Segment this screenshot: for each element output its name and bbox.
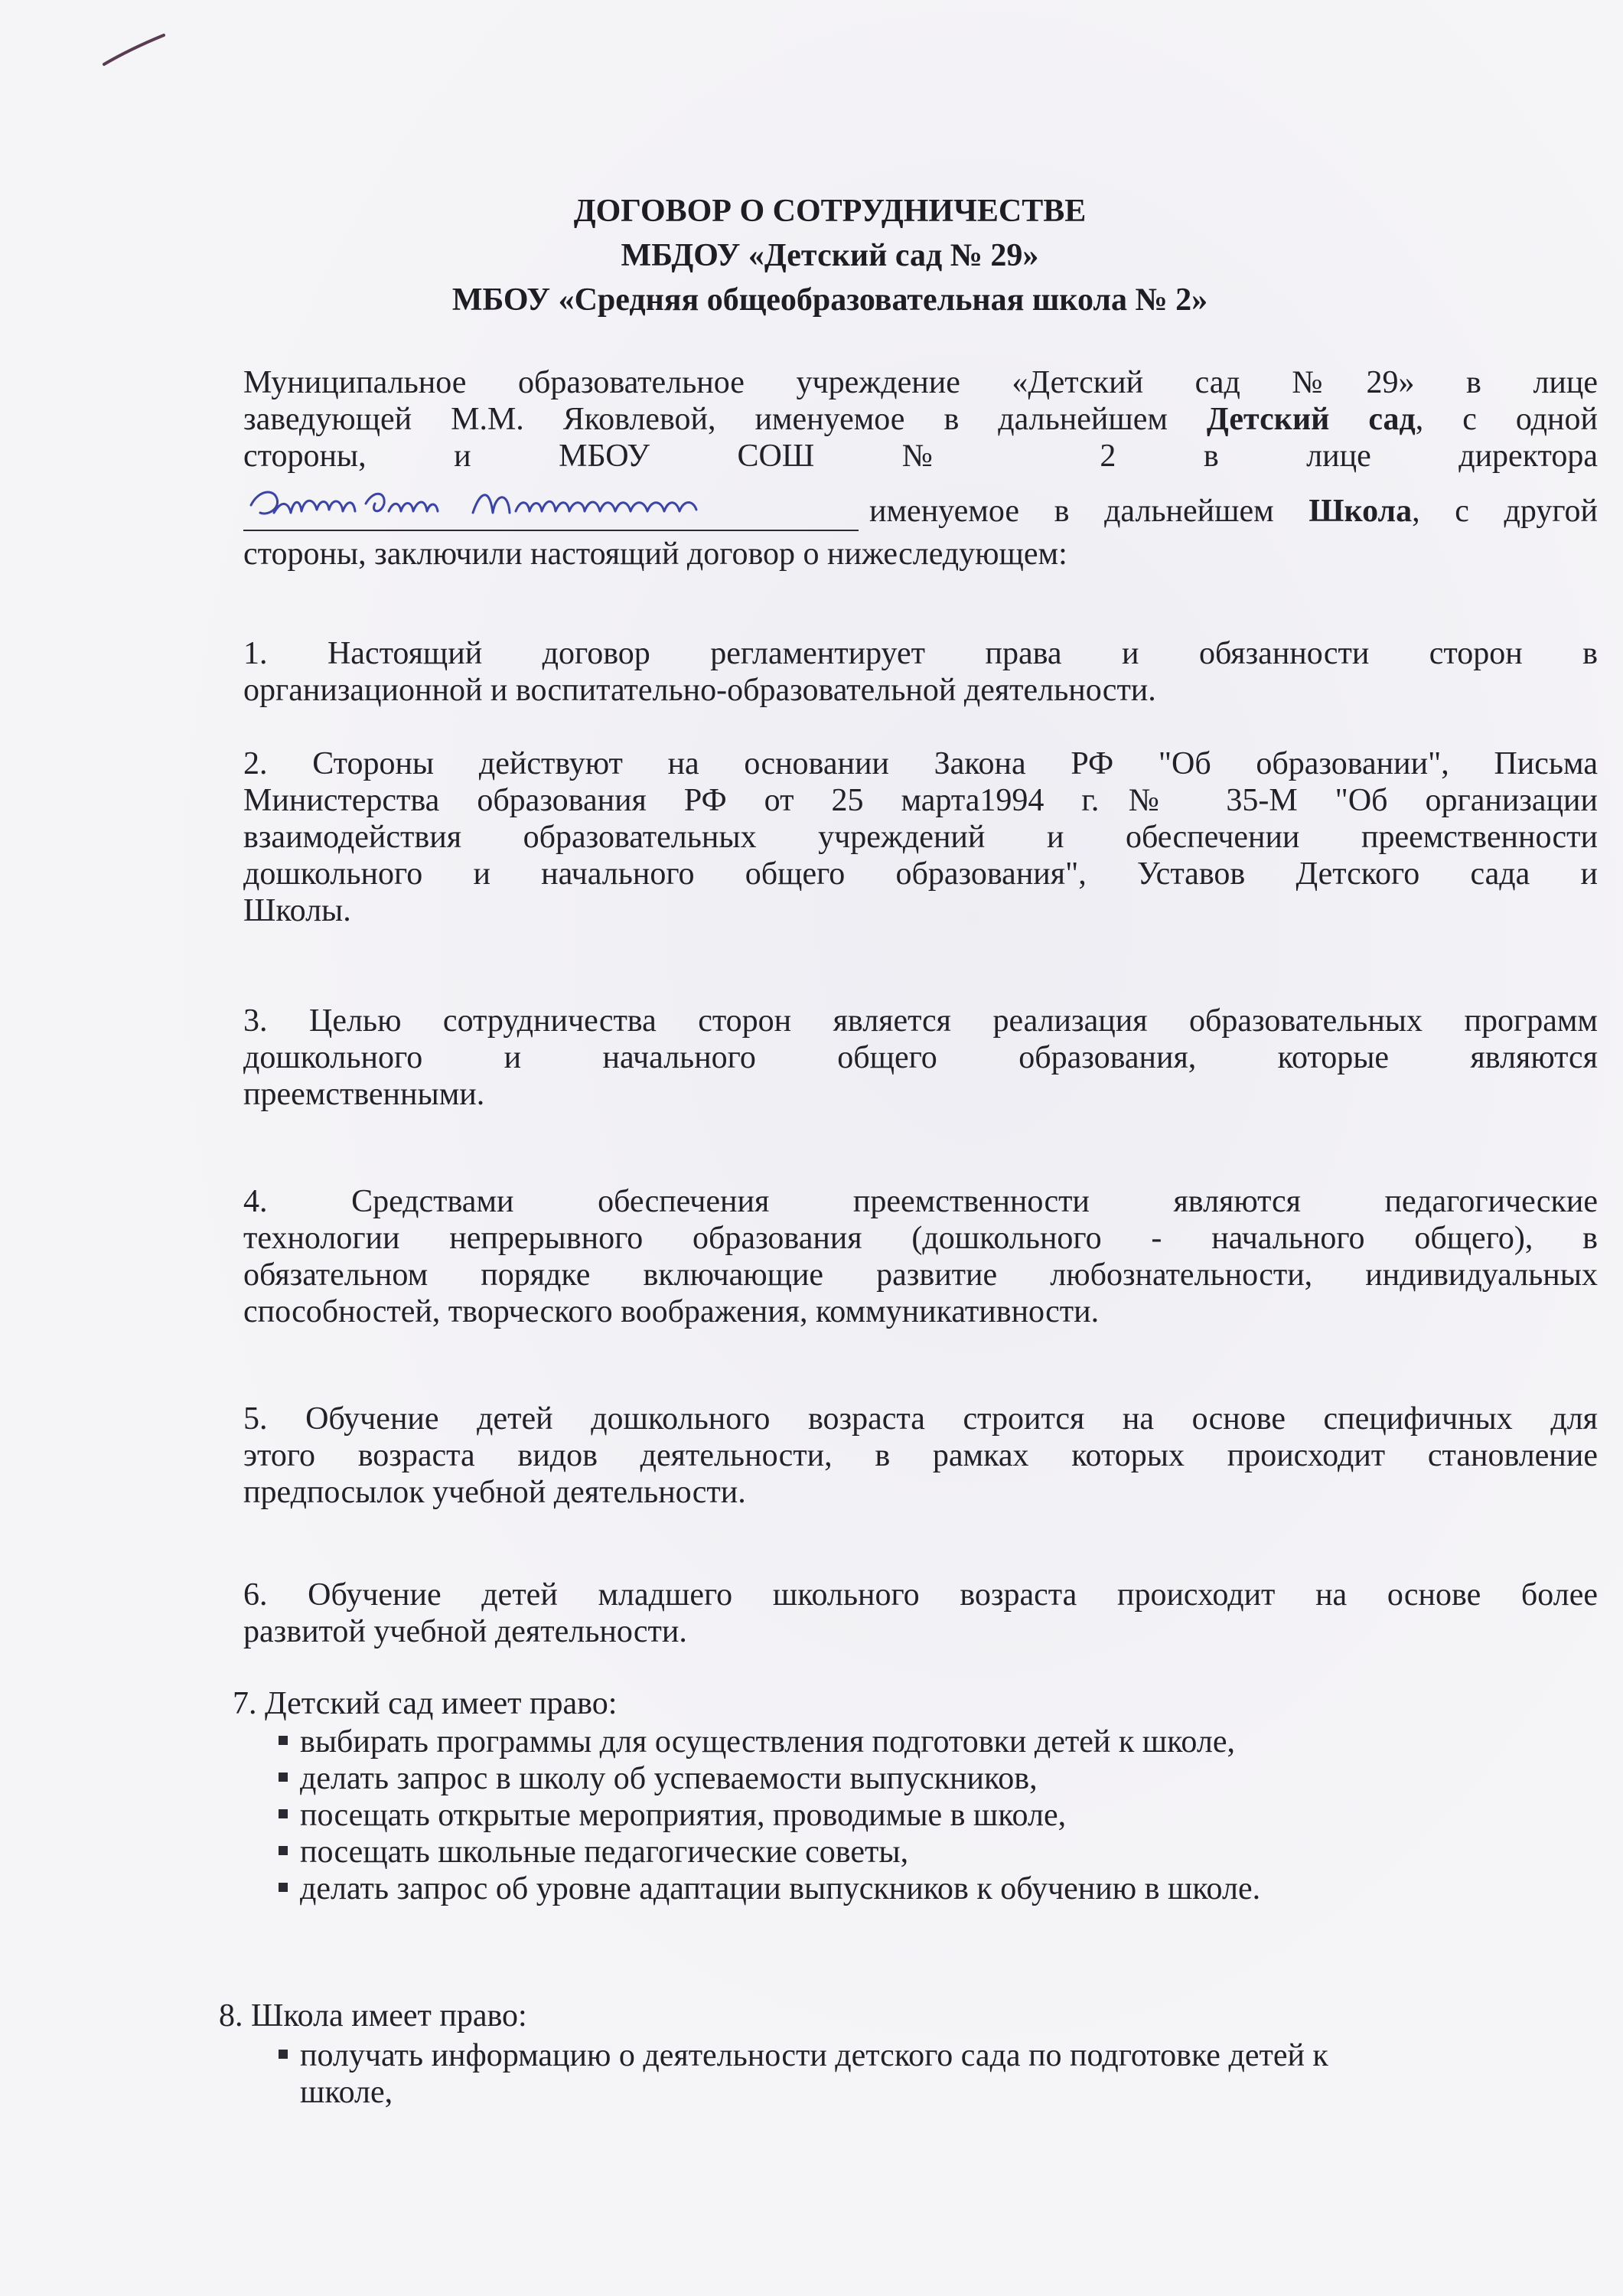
clause-line: 4. Средствами обеспечения преемственности являются педагогические [243,1184,1598,1219]
clause-line: 1. Настоящий договор регламентирует права и обязанности сторон в [243,636,1598,671]
clause-6 [243,1577,1598,1650]
list-item [279,1797,1260,1834]
clause-line: дошкольного и начального общего образования, которые являются [243,1040,1598,1075]
preamble-line: стороны, и МБОУ СОШ № 2 в лице директора [243,439,1598,474]
clause-line: организационной и воспитательно-образовательной деятельности. [243,673,1156,708]
clause-line: 5. Обучение детей дошкольного возраста строится на основе специфичных для [243,1401,1598,1437]
list-item [279,1724,1260,1760]
clause-line: обязательном порядке включающие развитие любознательности, индивидуальных [243,1257,1598,1293]
clause-line: способностей, творческого воображения, коммуникативности. [243,1294,1100,1329]
clause-line: 6. Обучение детей младшего школьного возраста происходит на основе более [243,1577,1598,1613]
clause-line: технологии непрерывного образования (дошкольного - начального общего), в [243,1221,1598,1256]
bullet-square-icon [279,1846,288,1855]
clause-line: дошкольного и начального общего образования", Уставов Детского сада и [243,856,1598,892]
preamble-line [869,493,1598,530]
preamble-line: Муниципальное образовательное учреждение «Детский сад №29» в лице [243,365,1598,400]
handwritten-signature-field [243,490,859,531]
clause-line: 8. Школа имеет право: [219,1998,527,2033]
handwritten-director-name [243,482,859,536]
preamble-closing [243,536,1598,572]
clause-2 [243,745,1598,929]
preamble-block [243,364,1598,475]
bullet-square-icon [279,2050,288,2059]
clause-3 [243,1003,1598,1113]
party-kindergarten-title: МБДОУ «Детский сад № 29» [621,238,1039,273]
clause-line: 2. Стороны действуют на основании Закона РФ "Об образовании", Письма [243,746,1598,781]
pen-stroke-mark [99,31,168,69]
preamble-text: именуемое в дальнейшем [869,494,1309,529]
list-item [279,2037,1328,2074]
preamble-line [243,401,1598,438]
list-item [279,1834,1260,1870]
bullet-square-icon [279,1883,288,1892]
clause-4 [243,1183,1598,1330]
preamble-text: , с одной [1415,402,1598,437]
bullet-square-icon [279,1809,288,1818]
director-name-row [243,490,1598,533]
party-school-title: МБОУ «Средняя общеобразовательная школа № 2» [451,282,1208,318]
list-item [279,2074,1328,2111]
bullet-square-icon [279,1736,288,1745]
list-item-text: выбирать программы для осуществления подготовки детей к школе, [300,1724,1235,1760]
clause-line: 7. Детский сад имеет право: [233,1686,618,1721]
list-item-text: получать информацию о деятельности детского сада по подготовке детей к [300,2038,1328,2073]
clause-line: предпосылок учебной деятельности. [243,1475,746,1510]
list-item-text: делать запрос об уровне адаптации выпускников к обучению в школе. [300,1871,1261,1906]
clause-8-title [219,1998,1573,2034]
clause-line: взаимодействия образовательных учреждений и обеспечении преемственности [243,820,1598,855]
document-title: ДОГОВОР О СОТРУДНИЧЕСТВЕ [573,194,1087,229]
preamble-text: заведующей М.М. Яковлевой, именуемое в дальнейшем [243,402,1207,437]
clause-line: развитой учебной деятельности. [243,1614,687,1649]
list-item-text: школе, [300,2075,393,2110]
list-item-text: посещать школьные педагогические советы, [300,1835,909,1870]
clause-line: преемственными. [243,1077,485,1112]
list-item [279,1760,1260,1797]
clause-line: Министерства образования РФ от 25 марта1994 г.№ 35-М "Об организации [243,783,1598,818]
preamble-text: , с другой [1412,494,1598,529]
clause-7-title [233,1685,1587,1722]
clause-line: этого возраста видов деятельности, в рамках которых происходит становление [243,1438,1598,1473]
clause-8-list [279,2037,1328,2111]
clause-7-list [279,1724,1260,1907]
clause-5 [243,1401,1598,1511]
party-kindergarten-term: Детский сад [1206,402,1416,437]
list-item-text: делать запрос в школу об успеваемости выпускников, [300,1761,1038,1796]
clause-line: Школы. [243,893,351,928]
list-item [279,1870,1260,1907]
bullet-square-icon [279,1773,288,1782]
party-school-term: Школа [1309,494,1413,529]
clause-1 [243,635,1598,709]
list-item-text: посещать открытые мероприятия, проводимые в школе, [300,1798,1067,1833]
clause-line: 3. Целью сотрудничества сторон является реализация образовательных программ [243,1003,1598,1039]
preamble-line: стороны, заключили настоящий договор о нижеследующем: [243,536,1067,572]
